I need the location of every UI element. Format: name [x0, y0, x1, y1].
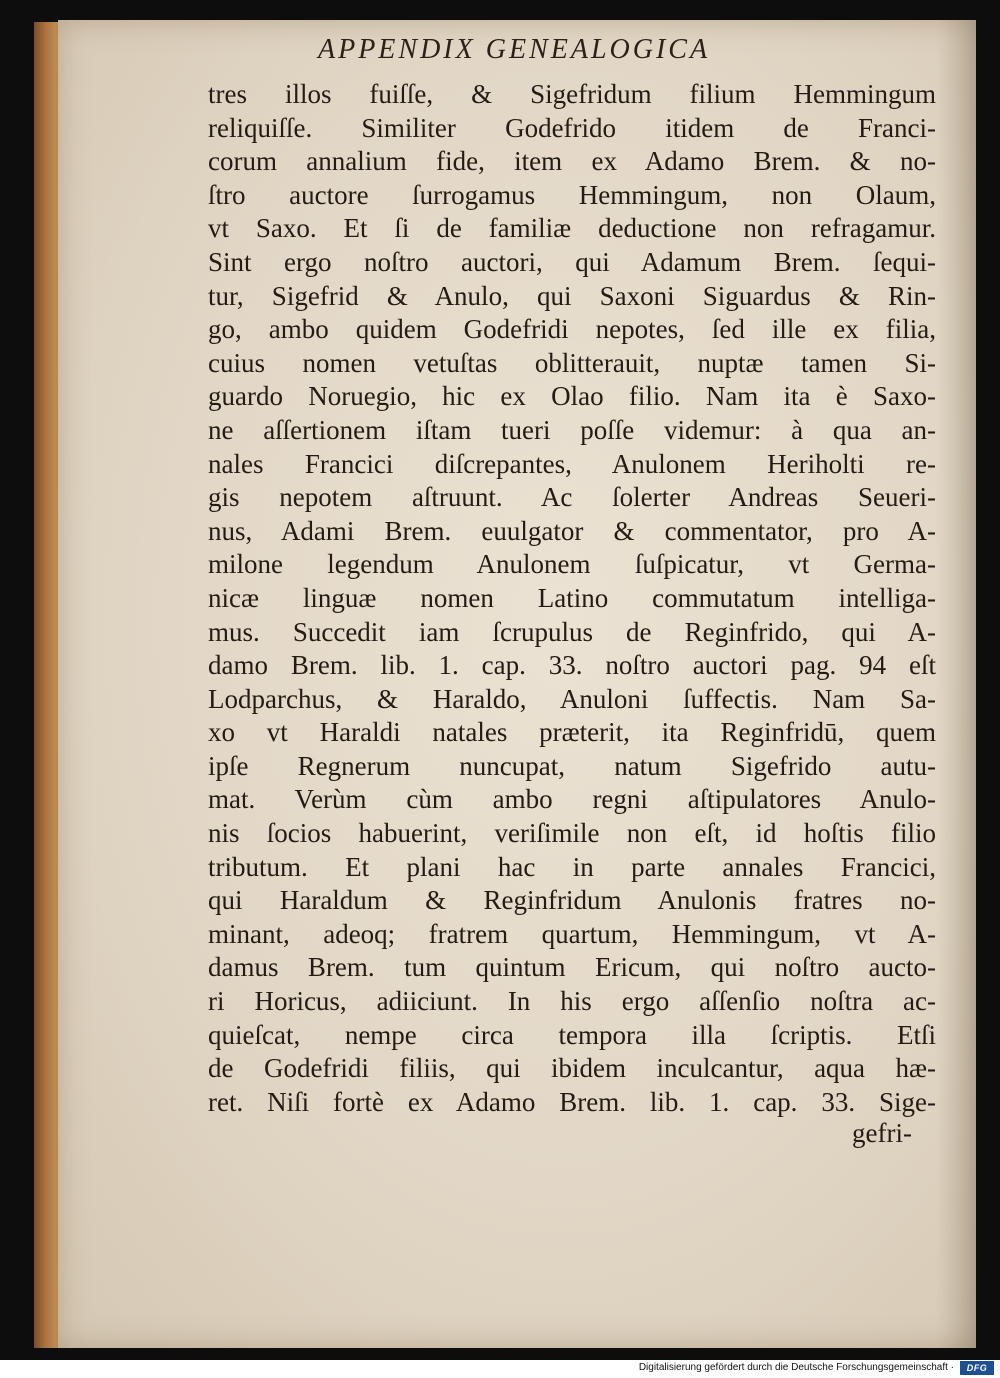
text-line: ſtro auctore ſurrogamus Hemmingum, non Olaum,: [208, 179, 936, 210]
text-line: cuius nomen vetuſtas oblitterauit, nuptæ tamen Si-: [208, 347, 936, 378]
text-line: ret. Niſi fortè ex Adamo Brem. lib. 1. cap. 33. Sige-: [208, 1086, 936, 1117]
text-line: milone legendum Anulonem ſuſpicatur, vt Germa-: [208, 549, 936, 580]
text-line: nis ſocios habuerint, veriſimile non eſt, id hoſtis filio: [208, 818, 936, 849]
text-line: corum annalium fide, item ex Adamo Brem. & no-: [208, 146, 936, 177]
text-line: vt Saxo. Et ſi de familiæ deductione non refragamur.: [208, 213, 936, 244]
text-line: tres illos fuiſſe, & Sigefridum filium Hemmingum: [208, 79, 936, 109]
text-line: quieſcat, nempe circa tempora illa ſcriptis. Etſi: [208, 1019, 936, 1050]
text-line: Sint ergo noſtro auctori, qui Adamum Brem. ſequi-: [208, 246, 936, 277]
text-line: tur, Sigefrid & Anulo, qui Saxoni Siguardus & Rin-: [208, 280, 936, 311]
text-line: qui Haraldum & Reginfridum Anulonis fratres no-: [208, 885, 936, 916]
text-line: xo vt Haraldi natales præterit, ita Reginfridū, quem: [208, 717, 936, 748]
text-line: Lodparchus, & Haraldo, Anuloni ſuffectis. Nam Sa-: [208, 683, 936, 714]
text-line: mus. Succedit iam ſcrupulus de Reginfrido, qui A-: [208, 616, 936, 647]
text-line: ne aſſertionem iſtam tueri poſſe videmur: à qua an-: [208, 414, 936, 445]
digitization-credit: Digitalisierung gefördert durch die Deutsche Forschungsgemeinschaft ·: [638, 1362, 954, 1373]
text-line: nus, Adami Brem. euulgator & commentator, pro A-: [208, 515, 936, 546]
text-line: tributum. Et plani hac in parte annales Francici,: [208, 851, 936, 882]
text-line: damo Brem. lib. 1. cap. 33. noſtro auctori pag. 94 eſt: [208, 650, 936, 681]
text-line: nicæ linguæ nomen Latino commutatum intelliga-: [208, 582, 936, 613]
text-line: reliquiſſe. Similiter Godefrido itidem de Franci-: [208, 112, 936, 143]
text-line: gis nepotem aſtruunt. Ac ſolerter Andreas Seueri-: [208, 482, 936, 513]
page-gutter-shadow: [936, 20, 976, 1348]
text-line: ri Horicus, adiiciunt. In his ergo aſſenſio noſtra ac-: [208, 986, 936, 1017]
catchword: gefri-: [852, 1118, 912, 1148]
text-line: damus Brem. tum quintum Ericum, qui noſtro aucto-: [208, 952, 936, 983]
text-line: ipſe Regnerum nuncupat, natum Sigefrido autu-: [208, 750, 936, 781]
running-head: APPENDIX GENEALOGICA: [318, 34, 711, 65]
text-line: de Godefridi filiis, qui ibidem inculcantur, aqua hæ-: [208, 1053, 936, 1084]
dfg-logo-icon: DFG: [960, 1361, 994, 1375]
text-line: mat. Verùm cùm ambo regni aſtipulatores Anulo-: [208, 784, 936, 815]
body-text: [208, 78, 936, 1119]
text-line: minant, adeoq; fratrem quartum, Hemmingum, vt A-: [208, 918, 936, 949]
text-line: guardo Noruegio, hic ex Olao filio. Nam ita è Saxo-: [208, 381, 936, 412]
text-line: nales Francici diſcrepantes, Anulonem Heriholti re-: [208, 448, 936, 479]
text-line: go, ambo quidem Godefridi nepotes, ſed ille ex filia,: [208, 314, 936, 345]
